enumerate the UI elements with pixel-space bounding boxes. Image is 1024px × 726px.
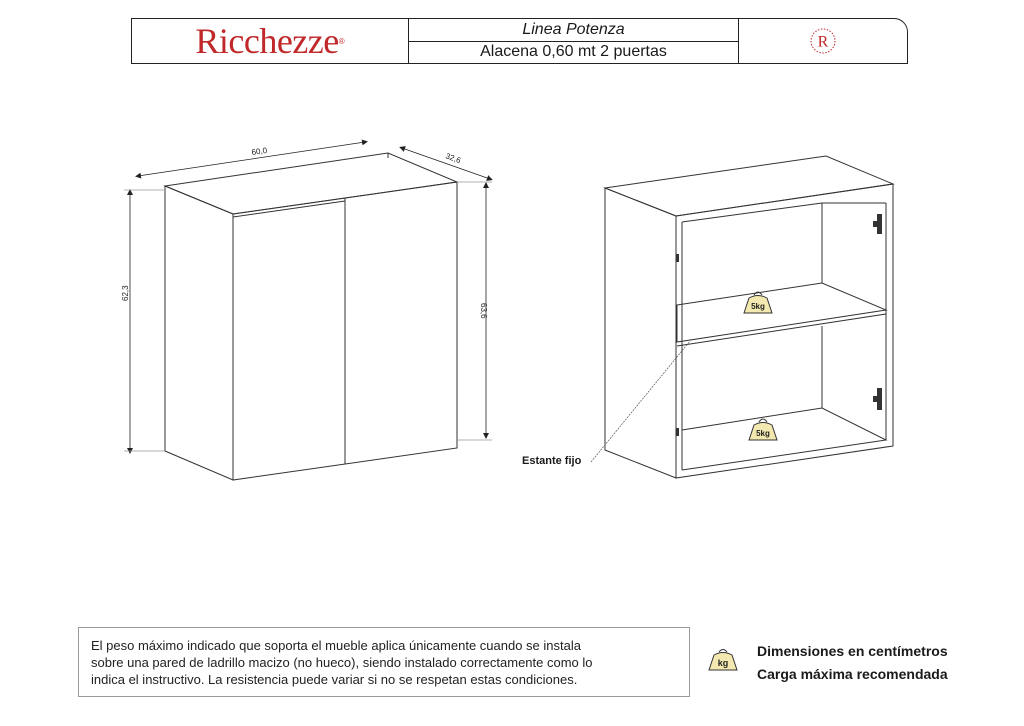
fixed-shelf-leader-line <box>591 341 690 462</box>
brand-registered-mark: ® <box>338 36 345 46</box>
kg-icon-label: kg <box>717 658 729 668</box>
width-label: 60,0 <box>251 145 268 157</box>
shelf-pin-icon <box>676 428 679 436</box>
depth-label: 32,6 <box>444 151 463 166</box>
closed-cabinet-view <box>165 153 457 480</box>
open-cabinet-side <box>605 188 676 478</box>
weight-5kg-lower-icon <box>749 419 777 440</box>
open-cabinet-view <box>605 156 893 478</box>
legend <box>757 640 948 686</box>
closed-cabinet-side <box>165 186 233 480</box>
hinge-icon <box>873 388 882 410</box>
disclaimer-line: sobre una pared de ladrillo macizo (no hueco), siendo instalado correctamente como lo <box>91 655 593 670</box>
height-right-label: 63,6 <box>479 303 488 319</box>
product-name: Alacena 0,60 mt 2 puertas <box>480 43 667 61</box>
product-line-name: Linea Potenza <box>409 19 738 42</box>
legend-load-note: Carga máxima recomendada <box>757 666 948 682</box>
shelf-pin-icon <box>676 254 679 262</box>
fixed-shelf-callout: Estante fijo <box>522 455 582 467</box>
weight-5kg-upper-icon <box>744 292 772 313</box>
badge-letter: R <box>817 33 829 51</box>
disclaimer-line: indica el instructivo. La resistencia puede variar si no se respetan estas condiciones. <box>91 672 578 687</box>
brand-logo: Ricchezze <box>195 21 339 61</box>
fixed-shelf <box>677 283 886 342</box>
disclaimer-line: El peso máximo indicado que soporta el mueble aplica únicamente cuando se instala <box>91 638 581 653</box>
load-disclaimer <box>78 627 690 697</box>
upper-load-label: 5kg <box>751 302 765 311</box>
height-left-label: 62,3 <box>121 285 130 301</box>
open-cabinet-top <box>605 156 893 216</box>
closed-cabinet-top <box>165 153 457 214</box>
lower-load-label: 5kg <box>756 429 770 438</box>
kg-weight-icon <box>706 648 740 672</box>
legend-dimensions-note: Dimensiones en centímetros <box>757 643 948 659</box>
hinge-icon <box>873 214 882 234</box>
